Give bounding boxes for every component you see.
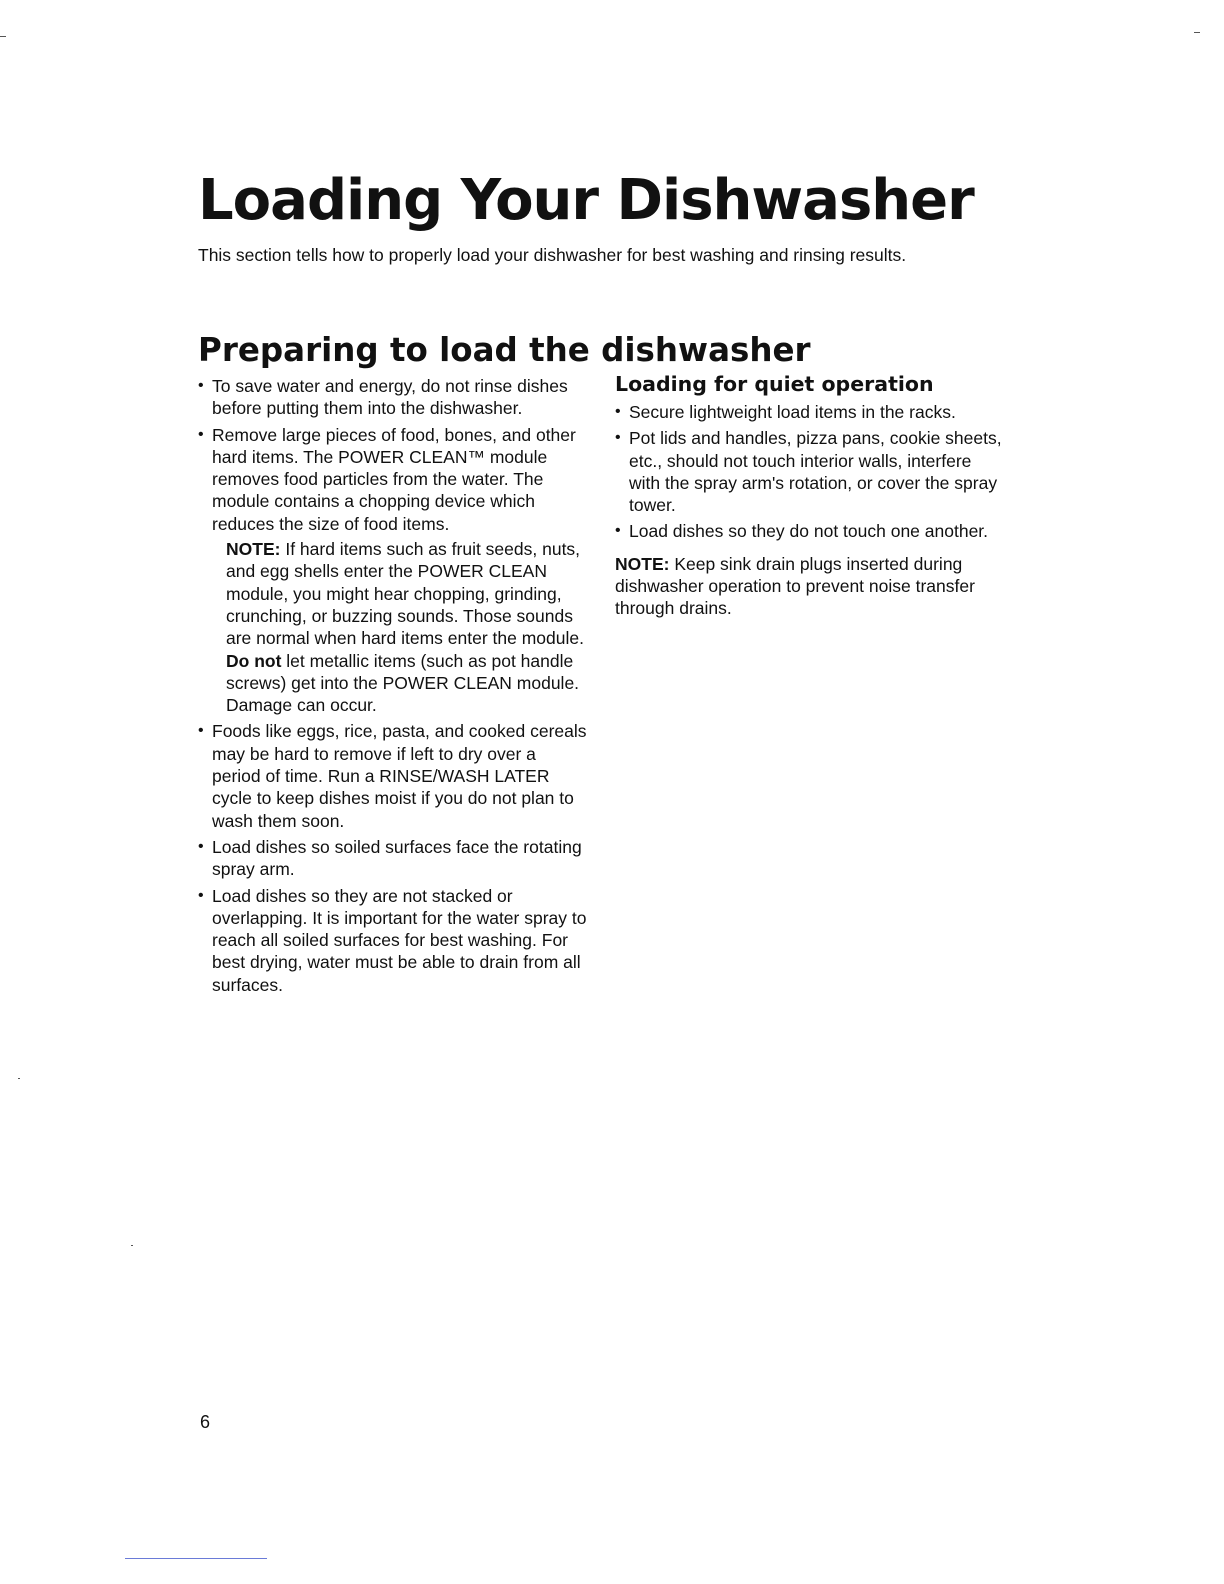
note-text: If hard items such as fruit seeds, nuts, and egg shells enter the POWER CLEAN module, you might hear chopping, grinding, crunching, or buzzing sounds. Those sounds are normal when hard items enter the module.: [226, 539, 584, 649]
left-column: [198, 375, 588, 1000]
scan-speck: [18, 1078, 20, 1079]
note-text: let metallic items (such as pot handle screws) get into the POWER CLEAN module. Damage can occur.: [226, 650, 580, 716]
list-item: [198, 424, 588, 717]
note-label: NOTE:: [226, 539, 281, 560]
note-block: [226, 538, 588, 716]
list-item: • Pot lids and handles, pizza pans, cookie sheets, etc., should not touch interior walls, interfere with the spray arm's rotation, or cover the spray tower.: [615, 427, 1005, 516]
page-number: 6: [200, 1412, 211, 1432]
quiet-note: [615, 553, 1005, 620]
quiet-heading: Loading for quiet operation: [615, 372, 934, 396]
right-column: [615, 371, 1005, 620]
section-heading: Preparing to load the dishwasher: [198, 331, 811, 369]
list-item: • Load dishes so they are not stacked or overlapping. It is important for the water spray to reach all soiled surfaces for best washing. For best drying, water must be able to drain from all surfaces.: [198, 885, 588, 996]
list-item: • Secure lightweight load items in the racks.: [615, 401, 1005, 423]
scan-speck: [131, 1245, 133, 1246]
list-item: • Load dishes so they do not touch one another.: [615, 520, 1005, 542]
list-item-text: Remove large pieces of food, bones, and other hard items. The POWER CLEAN™ module removes food particles from the water. The module contains a chopping device which reduces the size of food items.: [212, 424, 576, 534]
bottom-rule: [125, 1558, 267, 1559]
quiet-list: [615, 401, 1005, 543]
page-title: Loading Your Dishwasher: [198, 168, 974, 233]
note-emphasis: Do not: [226, 650, 282, 671]
list-item: • To save water and energy, do not rinse dishes before putting them into the dishwasher.: [198, 375, 588, 420]
note-text: Keep sink drain plugs inserted during dishwasher operation to prevent noise transfer through drains.: [615, 553, 975, 619]
preparing-list: [198, 375, 588, 996]
scan-speck: [1194, 32, 1200, 33]
note-label: NOTE:: [615, 553, 670, 574]
list-item: • Load dishes so soiled surfaces face the rotating spray arm.: [198, 836, 588, 881]
scan-speck: [0, 36, 6, 37]
list-item: • Foods like eggs, rice, pasta, and cooked cereals may be hard to remove if left to dry over a period of time. Run a RINSE/WASH LATER cycle to keep dishes moist if you do not plan to wash them soon.: [198, 720, 588, 831]
intro-text: This section tells how to properly load your dishwasher for best washing and rinsing results.: [198, 245, 907, 265]
